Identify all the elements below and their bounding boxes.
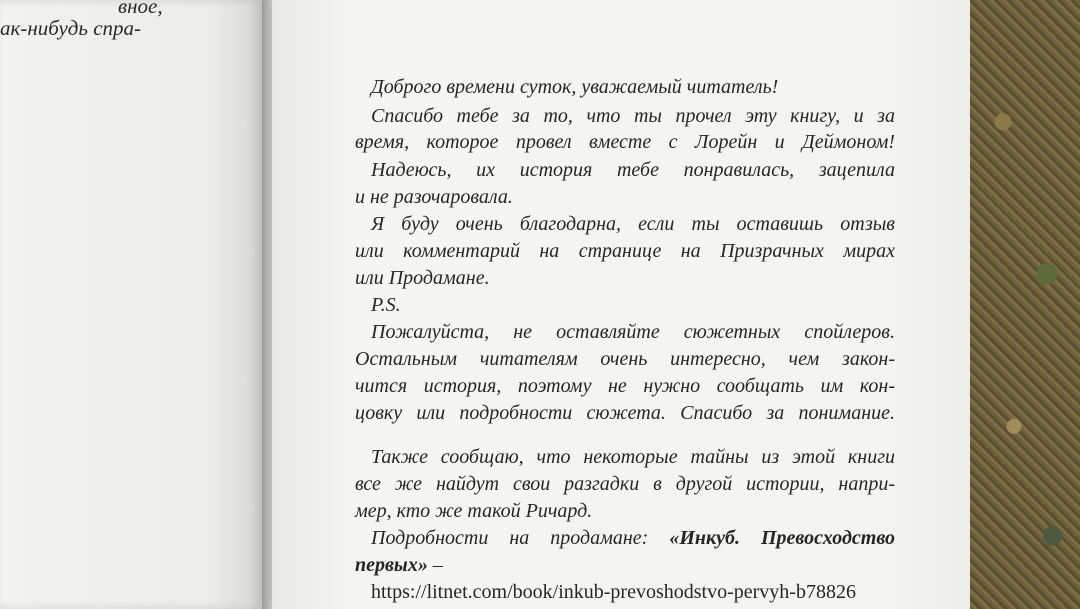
tapestry-background	[970, 0, 1080, 609]
left-page	[0, 0, 262, 609]
text-line: и не разочаровала.	[355, 186, 513, 208]
text-line: Я буду очень благодарна, если ты оставишь отзыв	[371, 213, 895, 235]
text-line: цовку или подробности сюжета. Спасибо за понимание.	[355, 402, 895, 424]
text-line: все же найдут свои разгадки в другой истории, напри-	[355, 473, 895, 495]
text-line: P.S.	[371, 294, 401, 316]
book-title-bold: первых»	[355, 554, 428, 576]
text-line: мер, кто же такой Ричард.	[355, 500, 593, 522]
text-suffix: –	[427, 554, 443, 576]
book-url: https://litnet.com/book/inkub-prevoshodstvo-pervyh-b78826	[371, 581, 856, 603]
text-line: Надеюсь, их история тебе понравилась, зацепила	[371, 159, 895, 181]
book-title-bold: «Инкуб. Превосходство	[669, 527, 895, 549]
text-line: Остальным читателям очень интересно, чем закон-	[355, 348, 895, 370]
left-page-fragment: ак-нибудь спра-	[0, 16, 142, 40]
text-line	[355, 527, 895, 550]
text-line: или комментарий на странице на Призрачных мирах	[355, 240, 895, 262]
text-line: Также сообщаю, что некоторые тайны из этой книги	[371, 446, 895, 468]
text-line: чится история, поэтому не нужно сообщать им кон-	[355, 375, 895, 397]
text-line: время, которое провел вместе с Лорейн и Деймоном!	[355, 131, 895, 153]
text-line: или Продамане.	[355, 267, 490, 289]
text-line: Спасибо тебе за то, что ты прочел эту книгу, и за	[371, 105, 895, 127]
text-line: Пожалуйста, не оставляйте сюжетных спойлеров.	[371, 321, 895, 343]
text-line	[355, 554, 895, 577]
text-line: Доброго времени суток, уважаемый читатель!	[371, 76, 779, 98]
left-page-fragment: вное,	[118, 0, 163, 18]
text-prefix: Подробности на продамане:	[371, 527, 670, 549]
